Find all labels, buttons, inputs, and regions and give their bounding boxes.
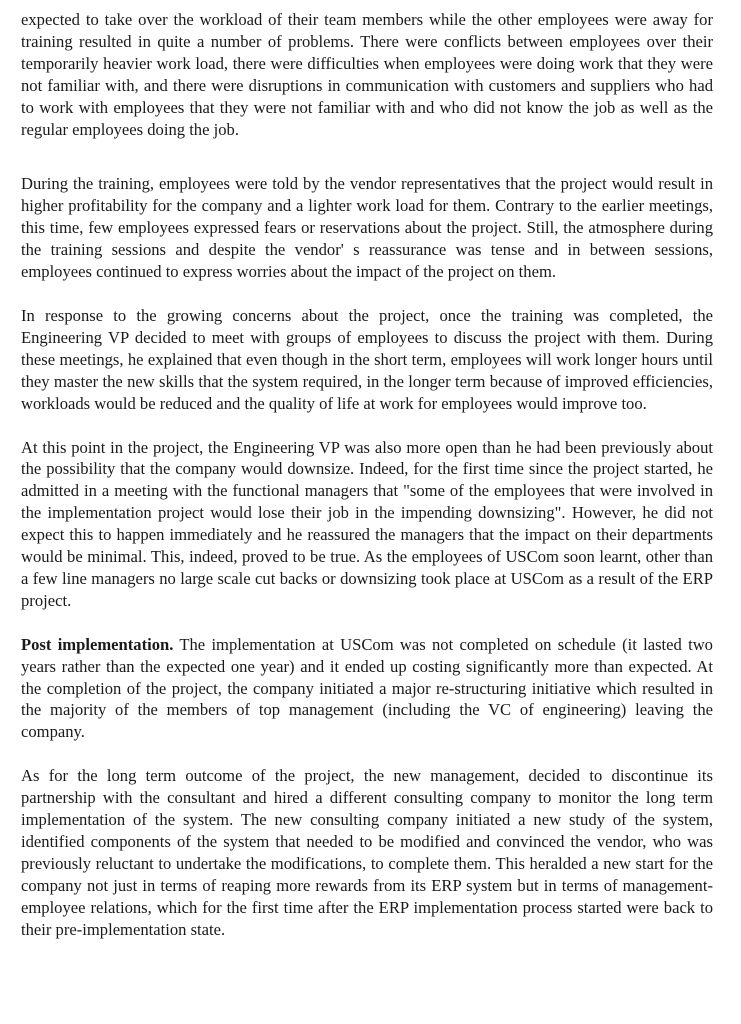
paragraph-long-term-outcome [21, 765, 713, 940]
paragraph-text: expected to take over the workload of their team members while the other employees were away for training resulted in quite a number of problems. There were conflicts between employees over their temporarily heavier work load, there were difficulties when employees were doing work that they were not familiar with, and there were disruptions in communication with customers and suppliers who had to work with employees that they were not familiar with and who did not know the job as well as the regular employees doing the job. [21, 10, 713, 139]
paragraph-training-sessions [21, 173, 713, 283]
paragraph-text: As for the long term outcome of the project, the new management, decided to discontinue its partnership with the consultant and hired a different consulting company to monitor the long term implementation of the system. The new consulting company initiated a new study of the system, identified components of the system that needed to be modified and convinced the vendor, who was previously reluctant to undertake the modifications, to complete them. This heralded a new start for the company not just in terms of reaping more rewards from its ERP system but in terms of management-employee relations, which for the first time after the ERP implementation process started were back to their pre-implementation state. [21, 766, 713, 939]
paragraph-downsizing [21, 437, 713, 612]
paragraph-text: In response to the growing concerns about the project, once the training was completed, the Engineering VP decided to meet with groups of employees to discuss the project with them. During these meetings, he explained that even though in the short term, employees will work longer hours until they master the new skills that the system required, in the longer term because of improved efficiencies, workloads would be reduced and the quality of life at work for employees would improve too. [21, 305, 713, 413]
paragraph-text: The implementation at USCom was not completed on schedule (it lasted two years rather than the expected one year) and it ended up costing significantly more than expected. At the completion of the project, the company initiated a major re-structuring initiative which resulted in the majority of the members of top management (including the VC of engineering) leaving the company. [21, 634, 713, 742]
document-page [21, 9, 713, 941]
paragraph-training-workload [21, 9, 713, 140]
paragraph-engineering-vp-meetings [21, 305, 713, 415]
paragraph-post-implementation [21, 634, 713, 744]
paragraph-text: During the training, employees were told by the vendor representatives that the project would result in higher profitability for the company and a lighter work load for them. Contrary to the earlier meetings, this time, few employees expressed fears or reservations about the project. Still, the atmosphere during the training sessions and despite the vendor' s reassurance was tense and in between sessions, employees continued to express worries about the impact of the project on them. [21, 174, 713, 282]
paragraph-text: At this point in the project, the Engineering VP was also more open than he had been previously about the possibility that the company would downsize. Indeed, for the first time since the project started, he admitted in a meeting with the functional managers that "some of the employees that were involved in the implementation project would lose their job in the impending downsizing". However, he did not expect this to happen immediately and he reassured the managers that the impact on their departments would be minimal. This, indeed, proved to be true. As the employees of USCom soon learnt, other than a few line managers no large scale cut backs or downsizing took place at USCom as a result of the ERP project. [21, 437, 713, 610]
section-heading-post-implementation: Post implementation. [21, 634, 174, 654]
